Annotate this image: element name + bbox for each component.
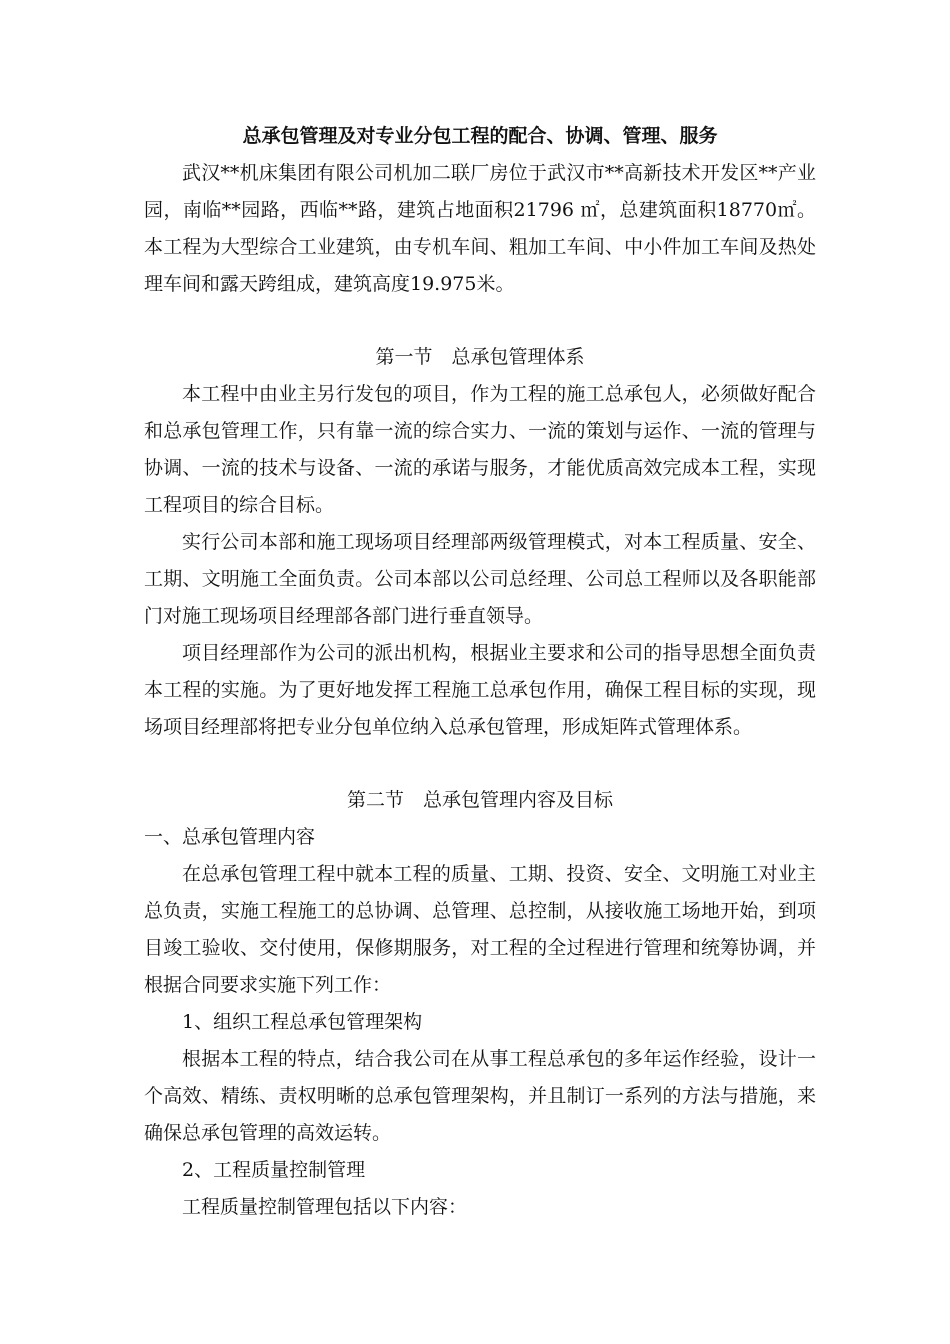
document-title: 总承包管理及对专业分包工程的配合、协调、管理、服务 xyxy=(242,125,718,147)
section2-item-1: 1、组织工程总承包管理架构 xyxy=(182,1011,423,1033)
intro-paragraph: 武汉**机床集团有限公司机加二联厂房位于武汉市**高新技术开发区**产业园，南临**园路，西临**路，建筑占地面积21796 ㎡，总建筑面积18770㎡。本工程为大型综合工业建筑，由专机车间、粗加工车间、中小件加工车间及热处理车间和露天跨组成，建筑高度19.975米。 xyxy=(144,162,816,295)
section1-paragraph-1: 本工程中由业主另行发包的项目，作为工程的施工总承包人，必须做好配合和总承包管理工作，只有靠一流的综合实力、一流的策划与运作、一流的管理与协调、一流的技术与设备、一流的承诺与服务，才能优质高效完成本工程，实现工程项目的综合目标。 xyxy=(144,383,816,516)
section1-heading: 第一节 总承包管理体系 xyxy=(375,346,585,368)
section2-heading: 第二节 总承包管理内容及目标 xyxy=(346,789,613,811)
section2-paragraph-1: 在总承包管理工程中就本工程的质量、工期、投资、安全、文明施工对业主总负责，实施工程施工的总协调、总管理、总控制，从接收施工场地开始，到项目竣工验收、交付使用，保修期服务，对工程的全过程进行管理和统筹协调，并根据合同要求实施下列工作： xyxy=(144,863,816,996)
section2-item-2: 2、工程质量控制管理 xyxy=(182,1159,366,1181)
spacer xyxy=(144,303,816,339)
section1-paragraph-3: 项目经理部作为公司的派出机构，根据业主要求和公司的指导思想全面负责本工程的实施。为了更好地发挥工程施工总承包作用，确保工程目标的实现，现场项目经理部将把专业分包单位纳入总承包管理，形成矩阵式管理体系。 xyxy=(144,642,816,738)
document-body xyxy=(144,118,816,1226)
section1-paragraph-2: 实行公司本部和施工现场项目经理部两级管理模式，对本工程质量、安全、工期、文明施工全面负责。公司本部以公司总经理、公司总工程师以及各职能部门对施工现场项目经理部各部门进行垂直领导。 xyxy=(144,531,816,627)
section2-paragraph-2: 根据本工程的特点，结合我公司在从事工程总承包的多年运作经验，设计一个高效、精练、责权明晰的总承包管理架构，并且制订一系列的方法与措施，来确保总承包管理的高效运转。 xyxy=(144,1048,816,1144)
section2-subheading-1: 一、总承包管理内容 xyxy=(144,826,316,848)
section2-paragraph-3: 工程质量控制管理包括以下内容： xyxy=(182,1196,468,1218)
spacer xyxy=(144,746,816,782)
